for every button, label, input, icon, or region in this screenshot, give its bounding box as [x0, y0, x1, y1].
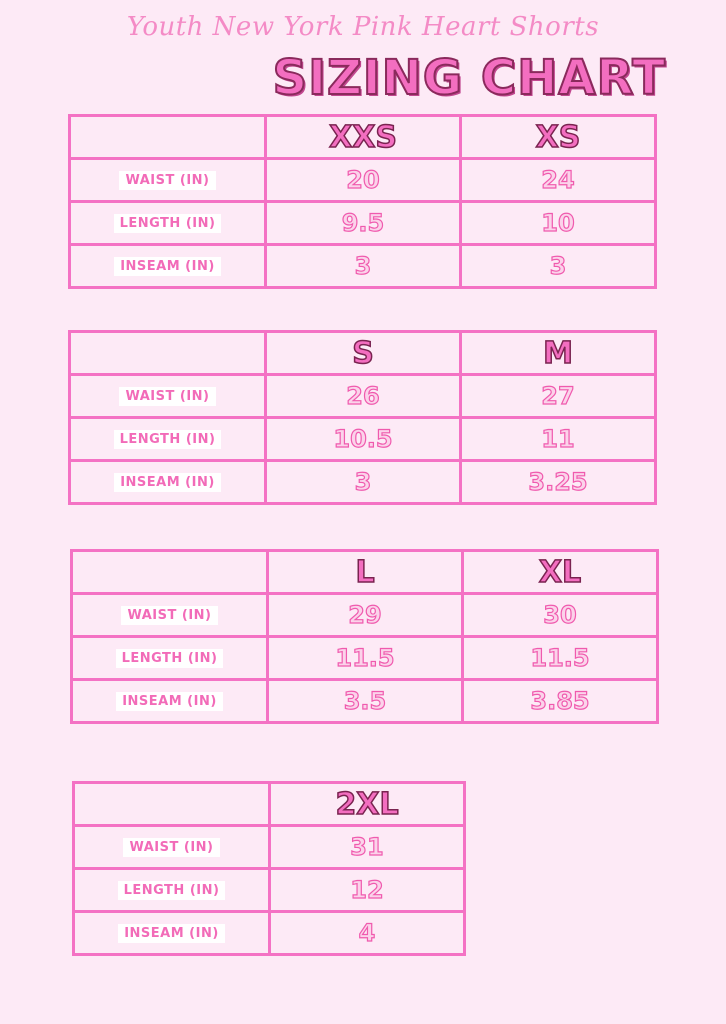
value-length: 10	[541, 209, 575, 237]
size-header-cell	[270, 783, 465, 826]
product-subtitle: Youth New York Pink Heart Shorts	[126, 12, 600, 42]
value-length: 12	[350, 876, 384, 904]
value-inseam: 3	[354, 252, 372, 280]
value-cell	[270, 912, 465, 955]
value-inseam: 3	[354, 468, 372, 496]
table-row-waist	[70, 159, 656, 202]
table-row-waist	[72, 594, 658, 637]
row-label-waist: WAIST (IN)	[123, 838, 219, 857]
value-cell	[268, 637, 463, 680]
size-header-cell	[463, 551, 658, 594]
size-table-xxs-xs	[68, 114, 657, 289]
table-row-inseam	[72, 680, 658, 723]
value-inseam: 3.85	[530, 687, 590, 715]
row-label-length: LENGTH (IN)	[116, 649, 224, 668]
row-label-cell	[70, 245, 266, 288]
size-header: XXS	[329, 119, 397, 155]
value-cell	[461, 418, 656, 461]
table-row-waist	[70, 375, 656, 418]
size-header-cell	[266, 332, 461, 375]
value-cell	[266, 375, 461, 418]
value-cell	[463, 680, 658, 723]
empty-header-cell	[70, 332, 266, 375]
table-row-inseam	[70, 461, 656, 504]
value-inseam: 4	[358, 919, 376, 947]
row-label-cell	[72, 680, 268, 723]
size-header: S	[352, 335, 374, 371]
row-label-inseam: INSEAM (IN)	[116, 692, 223, 711]
row-label-cell	[72, 594, 268, 637]
value-cell	[266, 159, 461, 202]
value-cell	[268, 594, 463, 637]
table-row-inseam	[70, 245, 656, 288]
row-label-cell	[72, 637, 268, 680]
value-length: 10.5	[333, 425, 393, 453]
size-table-s-m	[68, 330, 657, 505]
size-header-cell	[461, 332, 656, 375]
size-header-cell	[266, 116, 461, 159]
value-length: 11	[541, 425, 575, 453]
value-length: 11.5	[530, 644, 590, 672]
value-waist: 27	[541, 382, 575, 410]
row-label-cell	[70, 159, 266, 202]
value-waist: 31	[350, 833, 384, 861]
row-label-inseam: INSEAM (IN)	[118, 924, 225, 943]
table-row-length	[70, 418, 656, 461]
table-row-length	[74, 869, 465, 912]
value-inseam: 3.25	[528, 468, 588, 496]
row-label-inseam: INSEAM (IN)	[114, 257, 221, 276]
table-header-row	[72, 551, 658, 594]
table-header-row	[70, 332, 656, 375]
row-label-waist: WAIST (IN)	[119, 171, 215, 190]
table-header-row	[74, 783, 465, 826]
value-cell	[268, 680, 463, 723]
value-waist: 20	[346, 166, 380, 194]
value-waist: 30	[543, 601, 577, 629]
row-label-length: LENGTH (IN)	[114, 214, 222, 233]
size-header: XL	[538, 554, 582, 590]
value-inseam: 3	[549, 252, 567, 280]
row-label-length: LENGTH (IN)	[114, 430, 222, 449]
value-cell	[270, 869, 465, 912]
row-label-cell	[70, 418, 266, 461]
empty-header-cell	[72, 551, 268, 594]
page-title: SIZING CHART	[272, 50, 666, 106]
value-cell	[463, 637, 658, 680]
table-header-row	[70, 116, 656, 159]
value-waist: 24	[541, 166, 575, 194]
size-header: 2XL	[335, 786, 399, 822]
value-length: 9.5	[341, 209, 385, 237]
row-label-cell	[74, 912, 270, 955]
value-cell	[461, 375, 656, 418]
table-row-inseam	[74, 912, 465, 955]
value-cell	[461, 202, 656, 245]
row-label-waist: WAIST (IN)	[121, 606, 217, 625]
table-row-length	[72, 637, 658, 680]
row-label-inseam: INSEAM (IN)	[114, 473, 221, 492]
value-cell	[461, 461, 656, 504]
value-cell	[463, 594, 658, 637]
size-table-2xl	[72, 781, 466, 956]
row-label-waist: WAIST (IN)	[119, 387, 215, 406]
value-cell	[461, 245, 656, 288]
row-label-cell	[70, 461, 266, 504]
value-waist: 26	[346, 382, 380, 410]
size-header: M	[543, 335, 573, 371]
row-label-cell	[74, 826, 270, 869]
row-label-cell	[74, 869, 270, 912]
empty-header-cell	[74, 783, 270, 826]
table-row-length	[70, 202, 656, 245]
value-cell	[266, 418, 461, 461]
value-cell	[266, 202, 461, 245]
size-header: L	[355, 554, 375, 590]
row-label-cell	[70, 375, 266, 418]
value-cell	[266, 461, 461, 504]
value-waist: 29	[348, 601, 382, 629]
value-cell	[461, 159, 656, 202]
row-label-cell	[70, 202, 266, 245]
value-inseam: 3.5	[343, 687, 387, 715]
size-header-cell	[461, 116, 656, 159]
size-header: XS	[535, 119, 581, 155]
table-row-waist	[74, 826, 465, 869]
value-cell	[266, 245, 461, 288]
row-label-length: LENGTH (IN)	[118, 881, 226, 900]
empty-header-cell	[70, 116, 266, 159]
size-table-l-xl	[70, 549, 659, 724]
size-header-cell	[268, 551, 463, 594]
value-cell	[270, 826, 465, 869]
value-length: 11.5	[335, 644, 395, 672]
